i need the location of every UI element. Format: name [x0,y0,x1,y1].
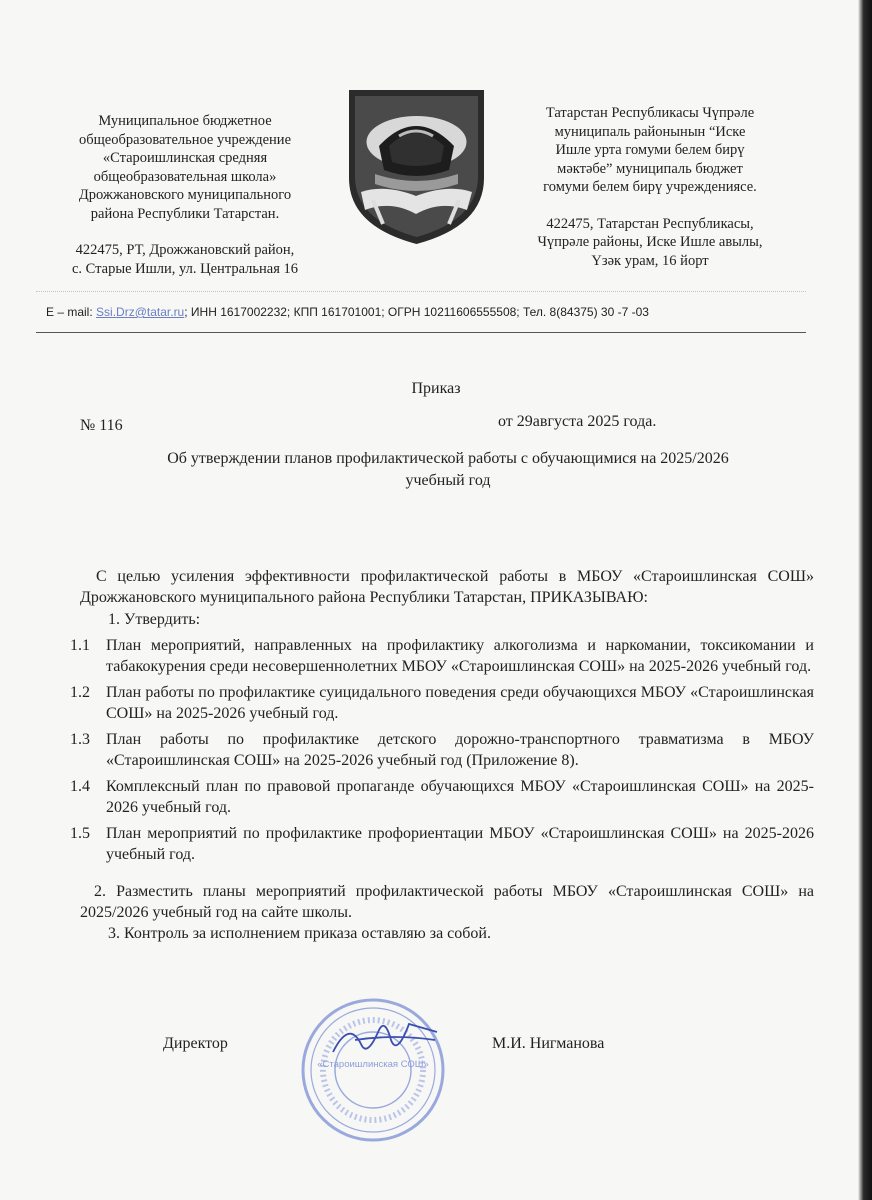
order-title: Приказ [411,380,461,397]
header-right-address: 422475, Татарстан Республикасы, Чүпрәле районы, Иске Ишле авылы, Үзәк урам, 16 йорт [537,215,763,269]
email-link[interactable]: Ssi.Drz@tatar.ru [96,305,185,319]
list-item [70,635,814,677]
list-item-text: План работы по профилактике детского дорожно-транспортного травматизма в МБОУ «Староишлинская СОШ» на 2025-2026 учебный год (Приложение 8). [106,731,814,769]
list-item [70,776,814,818]
approve-heading: 1. Утвердить: [108,611,201,628]
contact-line [46,305,806,319]
coat-of-arms-icon [345,86,488,248]
header-left-org [40,112,330,278]
list-item-text: План мероприятий по профилактике профориентации МБОУ «Староишлинская СОШ» на 2025-2026 учебный год. [106,825,814,863]
order-date: от 29августа 2025 года. [498,413,657,430]
director-title: Директор [163,1035,228,1052]
order-body [70,566,814,944]
list-item-number: 1.5 [70,825,90,842]
director-name: М.И. Нигманова [492,1035,605,1052]
list-item-number: 1.1 [70,637,90,654]
header-divider [36,332,806,333]
order-subject: Об утверждении планов профилактической работы с обучающимися на 2025/2026 учебный год [167,450,729,489]
list-item-text: Комплексный план по правовой пропаганде обучающихся МБОУ «Староишлинская СОШ» на 2025-2026 учебный год. [106,778,814,816]
intro-paragraph: С целью усиления эффективности профилактической работы в МБОУ «Староишлинская СОШ» Дрожжановского муниципального района Республики Татарстан, ПРИКАЗЫВАЮ: [80,568,814,606]
list-item-number: 1.3 [70,731,90,748]
header-right-org-name: Татарстан Республикасы Чүпрәле муниципаль районынын “Иске Ишле урта гомуми белем бирү мәктәбе” муниципаль бюджет гомуми белем бирү учреждениясе. [543,105,757,195]
director-signature [325,1010,445,1065]
item-3-paragraph: 3. Контроль за исполнением приказа оставляю за собой. [108,925,491,942]
contact-details: ; ИНН 1617002232; КПП 161701001; ОГРН 1021160655550​8; Тел. 8(84375) 30 -7 -03 [184,305,649,319]
stamp-text: «Староишлинская СОШ» [317,1059,429,1070]
list-item-number: 1.2 [70,684,90,701]
item-2-paragraph: 2. Разместить планы мероприятий профилактической работы МБОУ «Староишлинская СОШ» на 2025/2026 учебный год на сайте школы. [80,883,814,921]
list-item [70,823,814,865]
header-left-address: 422475, РТ, Дрожжановский район, с. Старые Ишли, ул. Центральная 16 [72,242,298,277]
list-item-text: План работы по профилактике суицидального поведения среди обучающихся МБОУ «Староишлинская СОШ» на 2025-2026 учебный год. [106,684,814,722]
list-item-text: План мероприятий, направленных на профилактику алкоголизма и наркомании, токсикомании и табакокурения среди несовершеннолетних МБОУ «Староишлинская СОШ» на 2025-2026 учебный год. [106,637,814,675]
order-number: № 116 [80,417,123,434]
list-item [70,729,814,771]
header-left-org-name: Муниципальное бюджетное общеобразовательное учреждение «Староишлинская средняя общеобразовательная школа» Дрожжановского муниципального района Республики Татарстан. [78,113,292,222]
email-label: E – mail: [46,305,93,319]
header-right-org [500,104,800,270]
header-dotted-divider [36,291,806,292]
scan-edge-shadow [858,0,872,1200]
list-item [70,682,814,724]
list-item-number: 1.4 [70,778,90,795]
